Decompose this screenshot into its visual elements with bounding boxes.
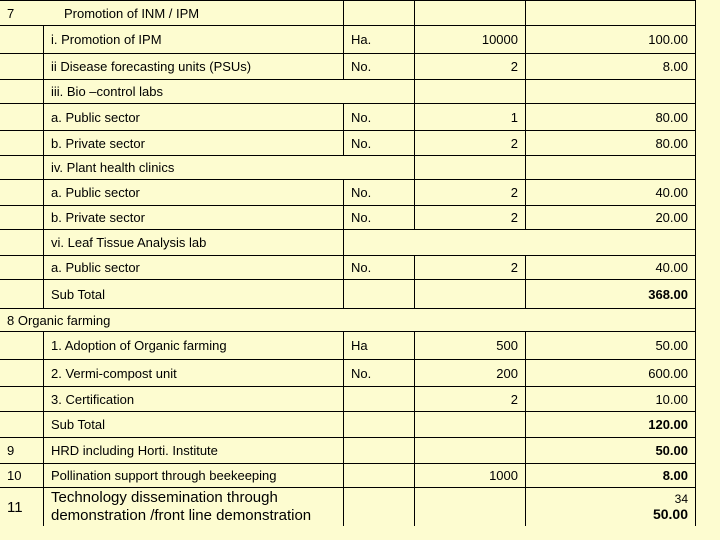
- cell-amt: 600.00: [526, 360, 696, 387]
- cell-qty: 2: [415, 256, 526, 280]
- cell-unit: [344, 280, 415, 309]
- cell-unit: No.: [344, 360, 415, 387]
- cell-no: 7: [0, 0, 44, 26]
- cell-unit: [344, 438, 415, 464]
- cell-no: 11: [0, 488, 44, 526]
- cell-item: a. Public sector: [44, 180, 344, 206]
- cell-unit: No.: [344, 256, 415, 280]
- cell-unit: Ha.: [344, 26, 415, 54]
- cell-no: [0, 206, 44, 230]
- subsection-heading: iii. Bio –control labs: [44, 80, 415, 104]
- cell-qty: 2: [415, 131, 526, 156]
- cell-unit: [344, 464, 415, 488]
- cell-item: a. Public sector: [44, 256, 344, 280]
- cell-item: i. Promotion of IPM: [44, 26, 344, 54]
- cell-unit: [344, 412, 415, 438]
- cell-qty: 1000: [415, 464, 526, 488]
- cell-item: Technology dissemination through demonstration /front line demonstration: [44, 488, 344, 526]
- cell-amt: [526, 156, 696, 180]
- subsection-heading: iv. Plant health clinics: [44, 156, 415, 180]
- cell-no: [0, 54, 44, 80]
- cell-no: [0, 180, 44, 206]
- cell-no: [0, 80, 44, 104]
- cell-qty: 2: [415, 180, 526, 206]
- cell-item: ii Disease forecasting units (PSUs): [44, 54, 344, 80]
- cell-amt: 100.00: [526, 26, 696, 54]
- cell-no: [0, 256, 44, 280]
- cell-item: Pollination support through beekeeping: [44, 464, 344, 488]
- cell-unit: [344, 488, 415, 526]
- cell-unit: No.: [344, 54, 415, 80]
- cell-unit: [344, 387, 415, 412]
- cell-unit: Ha: [344, 332, 415, 360]
- cell-no: [0, 332, 44, 360]
- cell-no: [0, 156, 44, 180]
- cell-item: b. Private sector: [44, 206, 344, 230]
- cell-amt: 8.00: [526, 54, 696, 80]
- cell-unit: No.: [344, 180, 415, 206]
- cell-amt: 50.00: [526, 438, 696, 464]
- cell-item: HRD including Horti. Institute: [44, 438, 344, 464]
- cell-unit: No.: [344, 206, 415, 230]
- cell-qty: 2: [415, 387, 526, 412]
- cell-no: [0, 26, 44, 54]
- cell-amt: [526, 0, 696, 26]
- cell-qty: [415, 0, 526, 26]
- cell-qty: 2: [415, 54, 526, 80]
- cell-qty: 1: [415, 104, 526, 131]
- cell-amt: 10.00: [526, 387, 696, 412]
- cell-amt: 40.00: [526, 256, 696, 280]
- subsection-heading: vi. Leaf Tissue Analysis lab: [44, 230, 344, 256]
- cell-amt: 80.00: [526, 131, 696, 156]
- cell-amt: 8.00: [526, 464, 696, 488]
- cell-no: [0, 131, 44, 156]
- cell-item: a. Public sector: [44, 104, 344, 131]
- cell-no: [0, 387, 44, 412]
- subtotal-amount: 120.00: [526, 412, 696, 438]
- page-number: 34: [674, 491, 688, 506]
- cell-qty: 200: [415, 360, 526, 387]
- cell-no: [0, 104, 44, 131]
- cell-unit: No.: [344, 104, 415, 131]
- cell-qty: 500: [415, 332, 526, 360]
- cell-no: [0, 360, 44, 387]
- subtotal-label: Sub Total: [44, 280, 344, 309]
- cell-qty: 10000: [415, 26, 526, 54]
- cell-no: [0, 280, 44, 309]
- cell-amt: [526, 488, 696, 526]
- cell-item: b. Private sector: [44, 131, 344, 156]
- cell-no: [0, 230, 44, 256]
- cell-no: 9: [0, 438, 44, 464]
- cell-qty: [415, 156, 526, 180]
- section-heading: Promotion of INM / IPM: [44, 0, 344, 26]
- cell-qty: [415, 280, 526, 309]
- amount-value: 50.00: [652, 505, 688, 522]
- cell-no: 10: [0, 464, 44, 488]
- cell-qty: [415, 438, 526, 464]
- cell-amt: 50.00: [526, 332, 696, 360]
- subtotal-label: Sub Total: [44, 412, 344, 438]
- cell-qty: [415, 80, 526, 104]
- cell-unit: [344, 0, 415, 26]
- cell-qty: [415, 412, 526, 438]
- cell-no: [0, 412, 44, 438]
- cell-qty: [415, 488, 526, 526]
- cell-amt: 20.00: [526, 206, 696, 230]
- cell-amt: 40.00: [526, 180, 696, 206]
- subtotal-amount: 368.00: [526, 280, 696, 309]
- cell-item: 3. Certification: [44, 387, 344, 412]
- cell-blank: [344, 230, 696, 256]
- cell-qty: 2: [415, 206, 526, 230]
- cell-amt: [526, 80, 696, 104]
- cell-item: 2. Vermi-compost unit: [44, 360, 344, 387]
- section-heading: 8 Organic farming: [0, 309, 696, 332]
- cell-unit: No.: [344, 131, 415, 156]
- cell-item: 1. Adoption of Organic farming: [44, 332, 344, 360]
- cell-amt: 80.00: [526, 104, 696, 131]
